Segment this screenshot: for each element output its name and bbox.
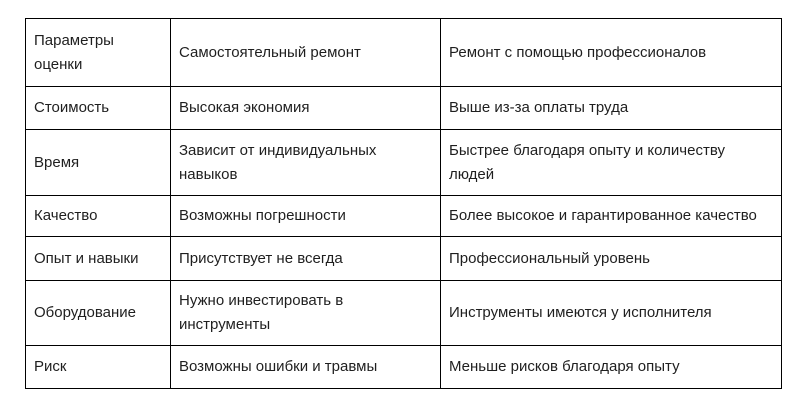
row-label-cell: Риск [26, 346, 171, 389]
diy-cell: Нужно инвестировать в инструменты [171, 281, 441, 346]
comparison-table [25, 18, 782, 389]
table-row [26, 130, 782, 196]
table-row [26, 87, 782, 130]
table-row [26, 196, 782, 237]
diy-cell: Зависит от индивидуальных навыков [171, 130, 441, 196]
header-cell-diy: Самостоятельный ремонт [171, 19, 441, 87]
professional-cell: Выше из-за оплаты труда [441, 87, 782, 130]
diy-cell: Возможны погрешности [171, 196, 441, 237]
professional-cell: Инструменты имеются у исполнителя [441, 281, 782, 346]
table-row [26, 346, 782, 389]
header-cell-criteria: Параметры оценки [26, 19, 171, 87]
table-row [26, 237, 782, 281]
row-label-cell: Стоимость [26, 87, 171, 130]
professional-cell: Быстрее благодаря опыту и количеству людей [441, 130, 782, 196]
professional-cell: Меньше рисков благодаря опыту [441, 346, 782, 389]
table-header-row [26, 19, 782, 87]
diy-cell: Присутствует не всегда [171, 237, 441, 281]
diy-cell: Высокая экономия [171, 87, 441, 130]
row-label-cell: Опыт и навыки [26, 237, 171, 281]
table-row [26, 281, 782, 346]
row-label-cell: Время [26, 130, 171, 196]
diy-cell: Возможны ошибки и травмы [171, 346, 441, 389]
professional-cell: Более высокое и гарантированное качество [441, 196, 782, 237]
professional-cell: Профессиональный уровень [441, 237, 782, 281]
header-cell-professional: Ремонт с помощью профессионалов [441, 19, 782, 87]
row-label-cell: Качество [26, 196, 171, 237]
row-label-cell: Оборудование [26, 281, 171, 346]
